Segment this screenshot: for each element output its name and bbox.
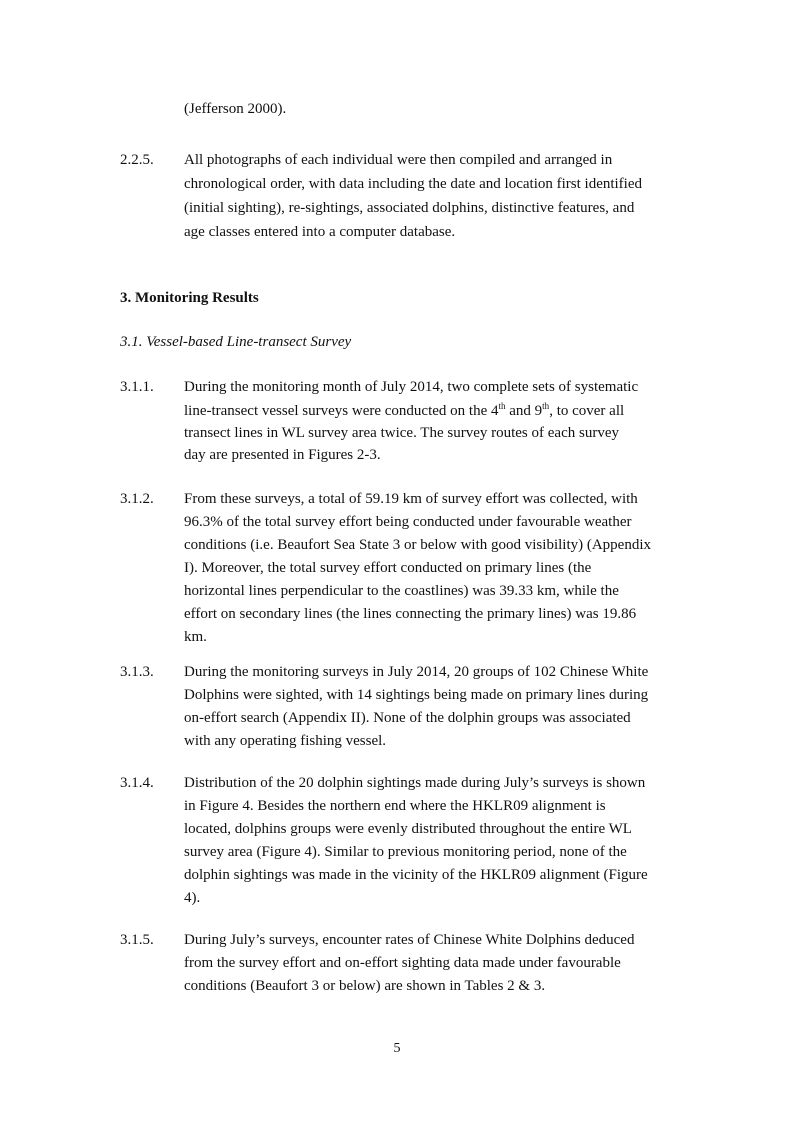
paragraph-line: effort on secondary lines (the lines connecting the primary lines) was 19.86 <box>184 606 637 622</box>
paragraph-line: on-effort search (Appendix II). None of the dolphin groups was associated <box>184 710 631 726</box>
paragraph-number: 2.2.5. <box>120 152 154 168</box>
paragraph-line: survey area (Figure 4). Similar to previous monitoring period, none of the <box>184 844 627 860</box>
paragraph-line: Dolphins were sighted, with 14 sightings being made on primary lines during <box>184 687 649 703</box>
paragraph-line: located, dolphins groups were evenly distributed throughout the entire WL <box>184 821 632 837</box>
paragraph-line: transect lines in WL survey area twice. The survey routes of each survey <box>184 425 619 441</box>
paragraph-line: During the monitoring surveys in July 2014, 20 groups of 102 Chinese White <box>184 664 649 680</box>
paragraph-line: from the survey effort and on-effort sighting data made under favourable <box>184 955 621 971</box>
paragraph-number: 3.1.4. <box>120 775 154 791</box>
paragraph-line: During July’s surveys, encounter rates of Chinese White Dolphins deduced <box>184 932 635 948</box>
paragraph-line: (initial sighting), re-sightings, associated dolphins, distinctive features, and <box>184 200 635 216</box>
paragraph-number: 3.1.1. <box>120 379 154 395</box>
paragraph-line: During the monitoring month of July 2014, two complete sets of systematic <box>184 379 639 395</box>
paragraph-line: day are presented in Figures 2-3. <box>184 447 381 463</box>
paragraph-line: chronological order, with data including the date and location first identified <box>184 176 643 192</box>
paragraph-line: age classes entered into a computer database. <box>184 224 456 240</box>
section-heading: 3. Monitoring Results <box>120 290 259 306</box>
paragraph-line: 4). <box>184 890 201 906</box>
paragraph-number: 3.1.5. <box>120 932 154 948</box>
paragraph-line: in Figure 4. Besides the northern end where the HKLR09 alignment is <box>184 798 606 814</box>
page-number: 5 <box>393 1041 401 1056</box>
paragraph-number: 3.1.2. <box>120 491 154 507</box>
text-segment: and 9 <box>505 403 543 419</box>
paragraph-line: dolphin sightings was made in the vicinity of the HKLR09 alignment (Figure <box>184 867 648 883</box>
paragraph-line: From these surveys, a total of 59.19 km of survey effort was collected, with <box>184 491 638 507</box>
paragraph-line: conditions (Beaufort 3 or below) are shown in Tables 2 & 3. <box>184 978 546 994</box>
paragraph-line: 96.3% of the total survey effort being conducted under favourable weather <box>184 514 632 530</box>
continuation-text: (Jefferson 2000). <box>184 101 287 117</box>
paragraph-line <box>184 402 624 420</box>
paragraph-line: conditions (i.e. Beaufort Sea State 3 or below with good visibility) (Appendix <box>184 537 652 553</box>
paragraph-line: with any operating fishing vessel. <box>184 733 387 749</box>
superscript: th <box>542 401 550 411</box>
paragraph-line: Distribution of the 20 dolphin sightings made during July’s surveys is shown <box>184 775 646 791</box>
paragraph-number: 3.1.3. <box>120 664 154 680</box>
text-segment: line-transect vessel surveys were conducted on the 4 <box>184 403 499 419</box>
paragraph-line: horizontal lines perpendicular to the coastlines) was 39.33 km, while the <box>184 583 619 599</box>
superscript: th <box>498 401 506 411</box>
subsection-heading: 3.1. Vessel-based Line-transect Survey <box>120 334 352 350</box>
paragraph-line: I). Moreover, the total survey effort conducted on primary lines (the <box>184 560 592 576</box>
text-segment: , to cover all <box>549 403 625 419</box>
paragraph-line: km. <box>184 629 207 645</box>
paragraph-line: All photographs of each individual were then compiled and arranged in <box>184 152 613 168</box>
